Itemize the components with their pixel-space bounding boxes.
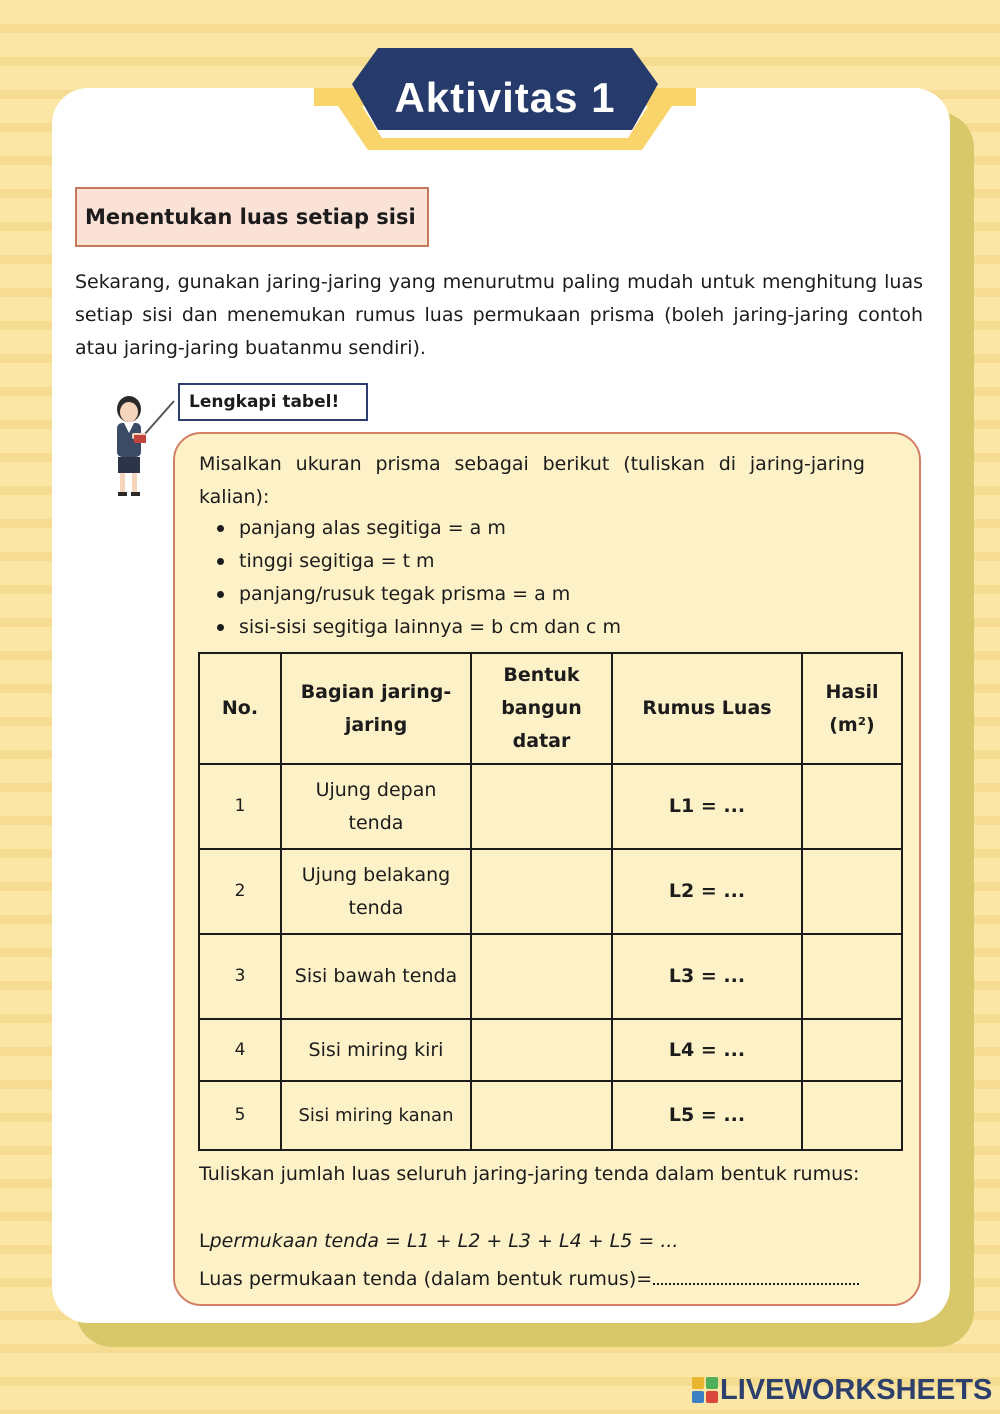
hasil-input[interactable] (802, 764, 902, 849)
bentuk-input[interactable] (471, 849, 612, 934)
page-title: Aktivitas 1 (394, 74, 616, 121)
row-bagian: Ujung depan tenda (281, 764, 471, 849)
bentuk-input[interactable] (471, 764, 612, 849)
bentuk-input[interactable] (471, 1019, 612, 1081)
header-no: No. (199, 653, 281, 764)
bentuk-input[interactable] (471, 934, 612, 1019)
header-bentuk: Bentuk bangun datar (471, 653, 612, 764)
section-title: Menentukan luas setiap sisi (75, 187, 429, 247)
rumus-input[interactable]: L4 = ... (612, 1019, 802, 1081)
list-item: panjang alas segitiga = a m (213, 512, 621, 545)
row-bagian: Sisi miring kiri (281, 1019, 471, 1081)
table-row (199, 1081, 902, 1150)
surface-formula: Lpermukaan tenda = L1 + L2 + L3 + L4 + L5 = ... (199, 1230, 679, 1252)
answer-line: Luas permukaan tenda (dalam bentuk rumus)= (199, 1263, 859, 1296)
hasil-input[interactable] (802, 849, 902, 934)
header-rumus: Rumus Luas (612, 653, 802, 764)
list-item: panjang/rusuk tegak prisma = a m (213, 578, 621, 611)
row-no: 5 (199, 1081, 281, 1150)
header-bagian: Bagian jaring-jaring (281, 653, 471, 764)
answer-input[interactable] (653, 1265, 859, 1285)
bullet-icon (217, 624, 224, 631)
header-hasil: Hasil (m²) (802, 653, 902, 764)
row-bagian: Sisi bawah tenda (281, 934, 471, 1019)
table-row (199, 934, 902, 1019)
bullet-icon (217, 558, 224, 565)
row-no: 4 (199, 1019, 281, 1081)
worksheet-table (198, 652, 903, 1151)
rumus-input[interactable]: L5 = ... (612, 1081, 802, 1150)
footer-instruction: Tuliskan jumlah luas seluruh jaring-jaring tenda dalam bentuk rumus: (199, 1163, 860, 1185)
row-no: 1 (199, 764, 281, 849)
table-row (199, 764, 902, 849)
hasil-input[interactable] (802, 1019, 902, 1081)
bullet-icon (217, 591, 224, 598)
row-no: 2 (199, 849, 281, 934)
dimension-list (213, 512, 621, 644)
rumus-input[interactable]: L3 = ... (612, 934, 802, 1019)
rumus-input[interactable]: L2 = ... (612, 849, 802, 934)
table-row (199, 849, 902, 934)
bentuk-input[interactable] (471, 1081, 612, 1150)
list-item: tinggi segitiga = t m (213, 545, 621, 578)
panel-intro: Misalkan ukuran prisma sebagai berikut (tuliskan di jaring-jaring kalian): (199, 453, 865, 508)
row-bagian: Ujung belakang tenda (281, 849, 471, 934)
list-item: sisi-sisi segitiga lainnya = b cm dan c m (213, 611, 621, 644)
brand-name: LIVEWORKSHEETS (720, 1374, 993, 1406)
row-bagian: Sisi miring kanan (281, 1081, 471, 1150)
row-no: 3 (199, 934, 281, 1019)
title-banner (312, 44, 698, 154)
table-row (199, 1019, 902, 1081)
intro-paragraph: Sekarang, gunakan jaring-jaring yang menurutmu paling mudah untuk menghitung luas setiap sisi dan menemukan rumus luas permukaan prisma (boleh jaring-jaring contoh atau jaring-jaring buatanmu sendiri). (75, 271, 923, 359)
hasil-input[interactable] (802, 1081, 902, 1150)
hasil-input[interactable] (802, 934, 902, 1019)
instruction-tag: Lengkapi tabel! (178, 383, 368, 421)
rumus-input[interactable]: L1 = ... (612, 764, 802, 849)
teacher-icon (104, 393, 180, 499)
table-header-row (199, 653, 902, 764)
bullet-icon (217, 525, 224, 532)
liveworksheets-logo-icon (692, 1377, 718, 1403)
